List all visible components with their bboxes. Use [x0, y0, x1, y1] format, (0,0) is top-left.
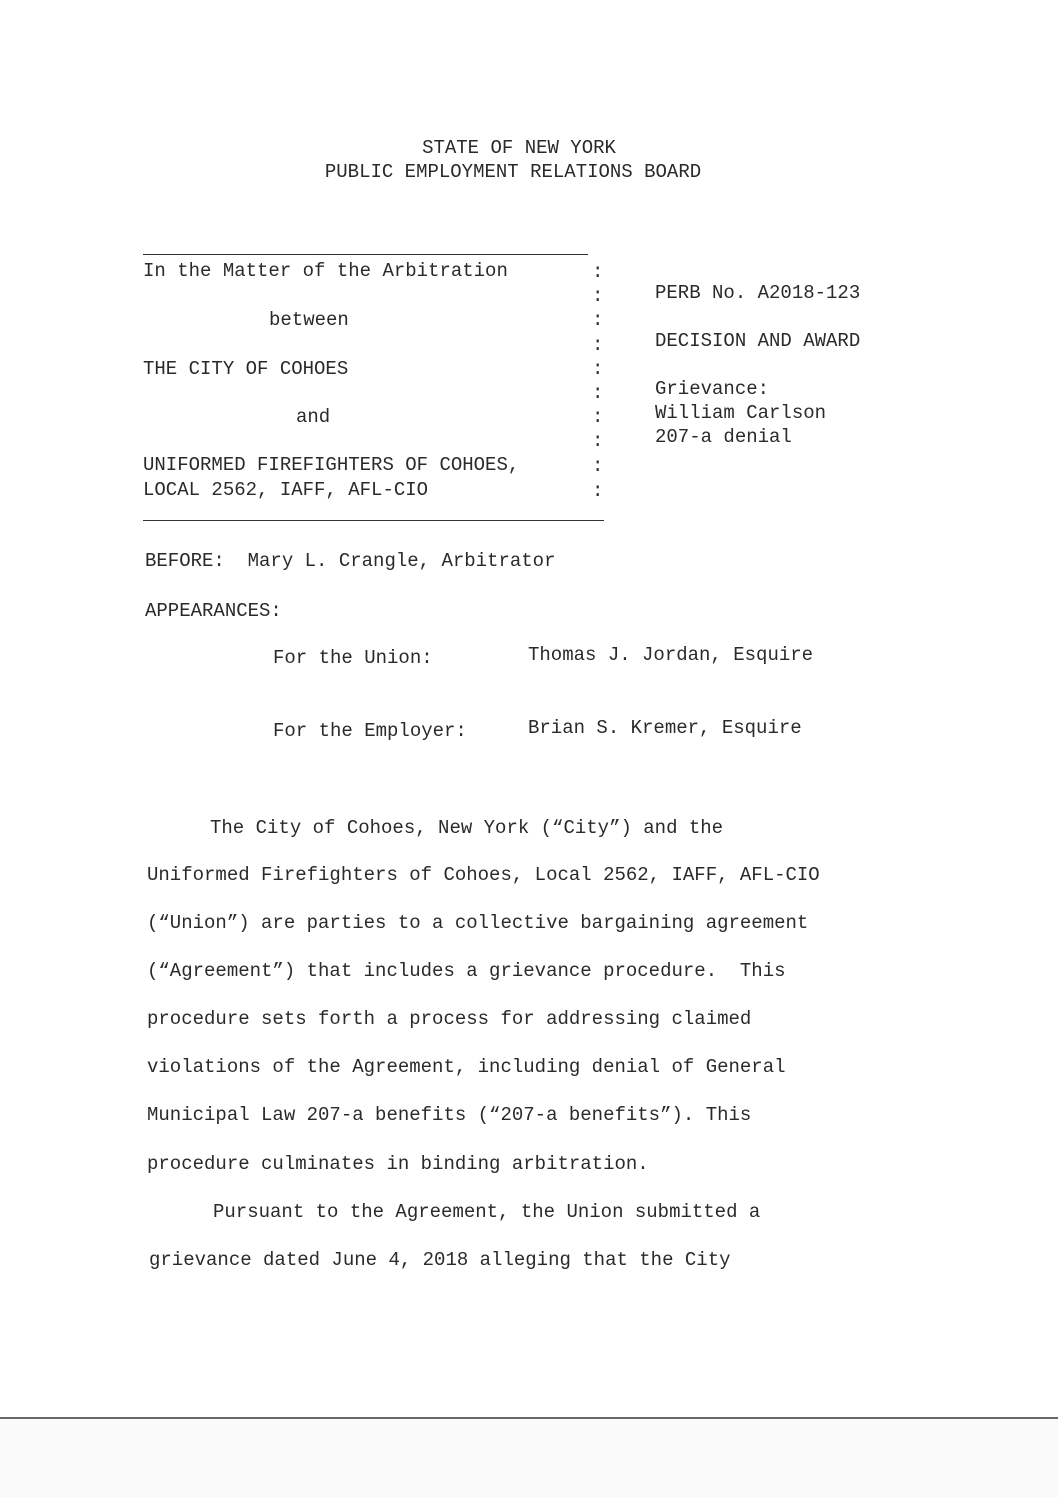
- caption-top-rule: [143, 254, 588, 255]
- caption-colon: :: [592, 358, 604, 380]
- caption-party-city: THE CITY OF COHOES: [143, 358, 349, 380]
- caption-party-union-line2: LOCAL 2562, IAFF, AFL-CIO: [143, 479, 429, 501]
- caption-colon: :: [592, 261, 604, 283]
- caption-colon: :: [592, 382, 604, 404]
- caption-colon: :: [592, 455, 604, 477]
- caption-and: and: [296, 406, 331, 428]
- body-line: procedure sets forth a process for addressing claimed: [147, 1008, 752, 1030]
- employer-appearance-label: For the Employer:: [273, 720, 467, 742]
- decision-title: DECISION AND AWARD: [655, 330, 861, 352]
- caption-colon: :: [592, 430, 604, 452]
- caption-colon: :: [592, 285, 604, 307]
- grievant-name: William Carlson: [655, 402, 827, 424]
- caption-between: between: [269, 309, 349, 331]
- appearances-heading: APPEARANCES:: [145, 600, 282, 622]
- caption-bottom-rule: [143, 520, 604, 521]
- caption-colon: :: [592, 480, 604, 502]
- union-counsel: Thomas J. Jordan, Esquire: [528, 644, 814, 666]
- body-line: The City of Cohoes, New York (“City”) and the: [210, 817, 724, 839]
- caption-colon: :: [592, 309, 604, 331]
- caption-party-union-line1: UNIFORMED FIREFIGHTERS OF COHOES,: [143, 454, 520, 476]
- before-line: BEFORE: Mary L. Crangle, Arbitrator: [145, 550, 556, 572]
- grievance-subject: 207-a denial: [655, 426, 792, 448]
- caption-colon: :: [592, 406, 604, 428]
- body-line: Municipal Law 207-a benefits (“207-a benefits”). This: [147, 1104, 752, 1126]
- body-line: procedure culminates in binding arbitration.: [147, 1153, 649, 1175]
- body-line: (“Agreement”) that includes a grievance procedure. This: [147, 960, 786, 982]
- union-appearance-label: For the Union:: [273, 647, 433, 669]
- body-line: Pursuant to the Agreement, the Union submitted a: [213, 1201, 761, 1223]
- perb-number: PERB No. A2018-123: [655, 282, 861, 304]
- grievance-label: Grievance:: [655, 378, 770, 400]
- caption-colon: :: [592, 334, 604, 356]
- header-board: PUBLIC EMPLOYMENT RELATIONS BOARD: [324, 161, 702, 183]
- body-line: Uniformed Firefighters of Cohoes, Local 2562, IAFF, AFL-CIO: [147, 864, 820, 886]
- caption-matter: In the Matter of the Arbitration: [143, 260, 508, 282]
- scan-bottom-margin: [0, 1417, 1058, 1497]
- body-line: violations of the Agreement, including denial of General: [147, 1056, 786, 1078]
- header-state: STATE OF NEW YORK: [422, 137, 616, 159]
- employer-counsel: Brian S. Kremer, Esquire: [528, 717, 802, 739]
- body-line: (“Union”) are parties to a collective bargaining agreement: [147, 912, 809, 934]
- body-line: grievance dated June 4, 2018 alleging that the City: [149, 1249, 731, 1271]
